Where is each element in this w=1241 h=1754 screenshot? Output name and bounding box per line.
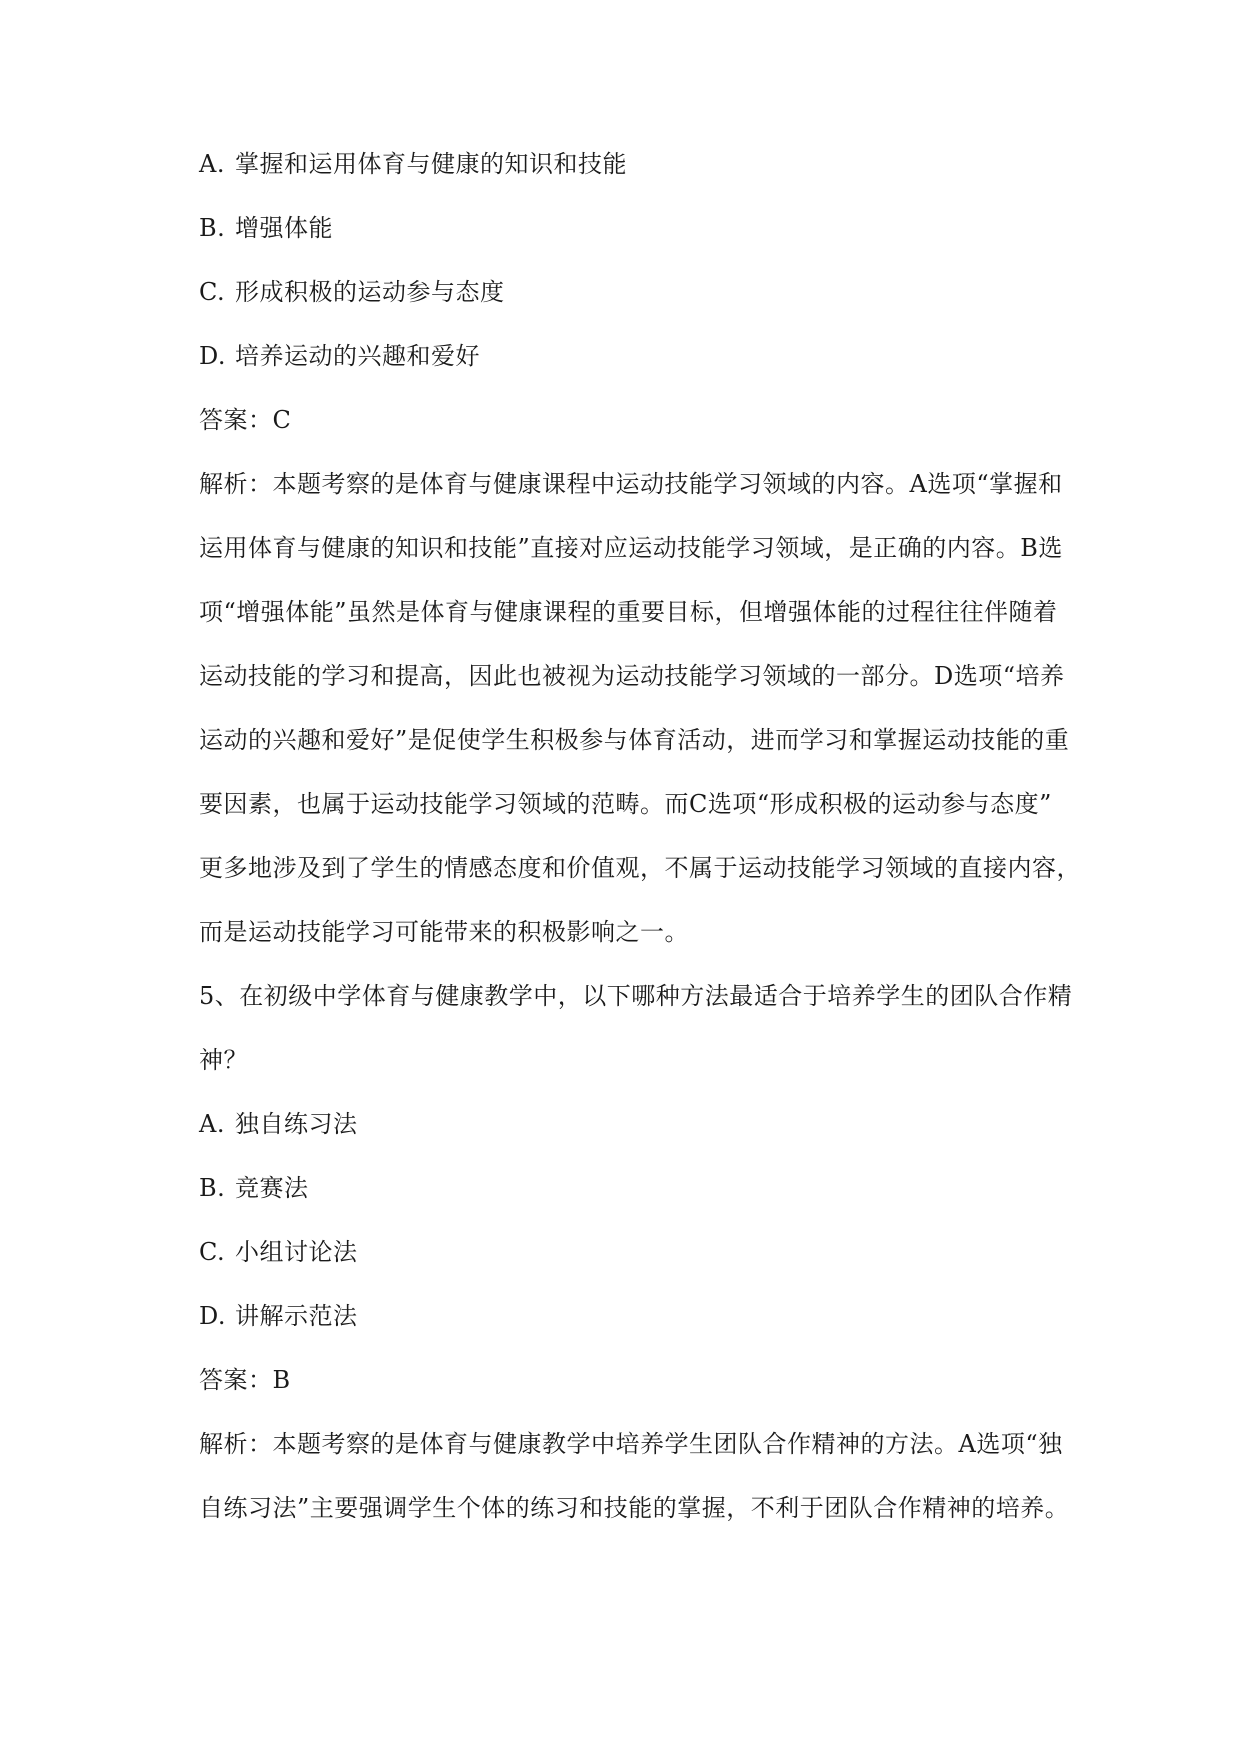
option-letter: B. — [199, 214, 226, 242]
option-letter: A. — [199, 1110, 225, 1138]
q4-analysis-line: 运动的兴趣和爱好”是促使学生积极参与体育活动，进而学习和掌握运动技能的重 — [199, 726, 1070, 754]
q4-option-c — [199, 276, 1099, 308]
q5-answer: 答案：B — [199, 1366, 291, 1394]
q5-option-d — [199, 1300, 1099, 1332]
q5-question-line: 神？ — [199, 1046, 248, 1074]
option-text: 竞赛法 — [235, 1174, 309, 1202]
q4-answer: 答案：C — [199, 406, 292, 434]
q5-option-a — [199, 1108, 1099, 1140]
q4-analysis-line: 解析：本题考察的是体育与健康课程中运动技能学习领域的内容。A选项“掌握和 — [199, 470, 1063, 498]
option-letter: B. — [199, 1174, 226, 1202]
option-letter: A. — [199, 150, 225, 178]
option-text: 讲解示范法 — [235, 1302, 358, 1330]
option-text: 掌握和运用体育与健康的知识和技能 — [235, 150, 627, 178]
option-text: 增强体能 — [235, 214, 333, 242]
q4-option-b — [199, 212, 1099, 244]
q5-analysis-line: 自练习法”主要强调学生个体的练习和技能的掌握，不利于团队合作精神的培养。 — [199, 1494, 1070, 1522]
q4-analysis-line: 运用体育与健康的知识和技能”直接对应运动技能学习领域，是正确的内容。B选 — [199, 534, 1063, 562]
q4-analysis-line: 而是运动技能学习可能带来的积极影响之一。 — [199, 918, 689, 946]
q5-option-c — [199, 1236, 1099, 1268]
option-text: 形成积极的运动参与态度 — [235, 278, 505, 306]
option-letter: C. — [199, 1238, 226, 1266]
q4-analysis-line: 要因素，也属于运动技能学习领域的范畴。而C选项“形成积极的运动参与态度” — [199, 790, 1052, 818]
q5-analysis-line: 解析：本题考察的是体育与健康教学中培养学生团队合作精神的方法。A选项“独 — [199, 1430, 1063, 1458]
q4-analysis-line: 项“增强体能”虽然是体育与健康课程的重要目标，但增强体能的过程往往伴随着 — [199, 598, 1058, 626]
q4-analysis-line: 运动技能的学习和提高，因此也被视为运动技能学习领域的一部分。D选项“培养 — [199, 662, 1065, 690]
option-letter: C. — [199, 278, 226, 306]
q5-option-b — [199, 1172, 1099, 1204]
q5-question-line: 5、在初级中学体育与健康教学中，以下哪种方法最适合于培养学生的团队合作精 — [199, 982, 1073, 1010]
option-text: 独自练习法 — [235, 1110, 358, 1138]
option-text: 培养运动的兴趣和爱好 — [235, 342, 480, 370]
q4-option-d — [199, 340, 1099, 372]
option-text: 小组讨论法 — [235, 1238, 358, 1266]
q4-analysis-line: 更多地涉及到了学生的情感态度和价值观，不属于运动技能学习领域的直接内容， — [199, 854, 1081, 882]
q4-option-a — [199, 148, 1099, 180]
option-letter: D. — [199, 1302, 227, 1330]
option-letter: D. — [199, 342, 227, 370]
